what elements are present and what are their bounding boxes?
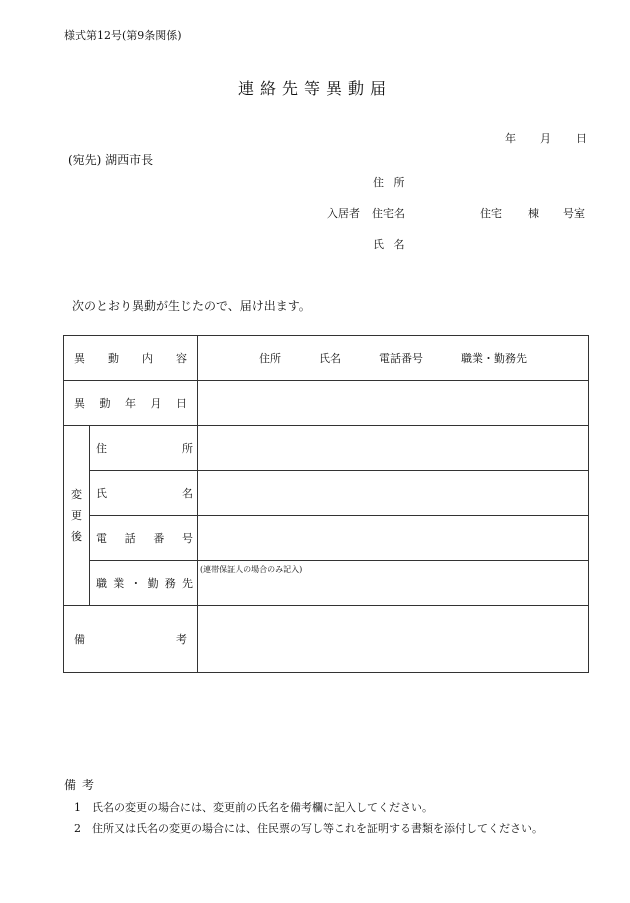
housing-name-label: 住宅名 — [372, 207, 405, 220]
intro-text: 次のとおり異動が生じたので、届け出ます。 — [72, 299, 311, 313]
room-label: 号室 — [563, 207, 585, 220]
change-content-row — [64, 336, 589, 381]
change-type-name[interactable]: 氏名 — [319, 352, 341, 365]
resident-label: 入居者 — [327, 207, 360, 220]
change-date-input[interactable] — [198, 381, 589, 426]
addressee: (宛先) 湖西市長 — [68, 153, 154, 167]
date-month-label: 月 — [540, 132, 551, 145]
remarks-input[interactable] — [198, 606, 589, 673]
after-name-label: 氏 名 — [90, 471, 198, 516]
change-date-label-cell: 異 動 年 月 日 — [64, 381, 198, 426]
change-content-label-cell: 異 動 内 容 — [64, 336, 198, 381]
date-year-label: 年 — [505, 132, 516, 145]
after-address-label: 住 所 — [90, 426, 198, 471]
notes-title: 備考 — [64, 778, 101, 792]
change-type-address[interactable]: 住所 — [259, 352, 281, 365]
building-label: 棟 — [528, 207, 539, 220]
after-occupation-input[interactable] — [198, 561, 589, 606]
form-number: 様式第12号(第9条関係) — [64, 29, 182, 42]
page-title: 連絡先等異動届 — [237, 79, 392, 98]
after-occupation-row — [64, 561, 589, 606]
after-phone-input[interactable] — [198, 516, 589, 561]
remarks-label-cell: 備 考 — [64, 606, 198, 673]
housing-label: 住宅 — [480, 207, 502, 220]
change-form-table — [63, 335, 589, 673]
change-types-cell[interactable] — [198, 336, 589, 381]
note-item: 2 住所又は氏名の変更の場合には、住民票の写し等これを証明する書類を添付してください。 — [74, 822, 543, 835]
after-phone-label: 電 話 番 号 — [90, 516, 198, 561]
date-day-label: 日 — [576, 132, 587, 145]
after-address-row — [64, 426, 589, 471]
applicant-name-label: 氏 名 — [373, 238, 408, 251]
after-address-input[interactable] — [198, 426, 589, 471]
change-type-phone[interactable]: 電話番号 — [379, 352, 423, 365]
change-date-row — [64, 381, 589, 426]
after-name-row — [64, 471, 589, 516]
occupation-note: (連帯保証人の場合のみ記入) — [200, 565, 303, 574]
remarks-row — [64, 606, 589, 673]
applicant-address-label: 住 所 — [373, 176, 408, 189]
after-phone-row — [64, 516, 589, 561]
after-name-input[interactable] — [198, 471, 589, 516]
change-type-occupation[interactable]: 職業・勤務先 — [461, 352, 527, 365]
note-item: 1 氏名の変更の場合には、変更前の氏名を備考欄に記入してください。 — [74, 801, 433, 814]
after-occupation-label: 職 業 ・ 勤 務 先 — [90, 561, 198, 606]
after-change-label-cell: 変 更 後 — [64, 426, 90, 606]
